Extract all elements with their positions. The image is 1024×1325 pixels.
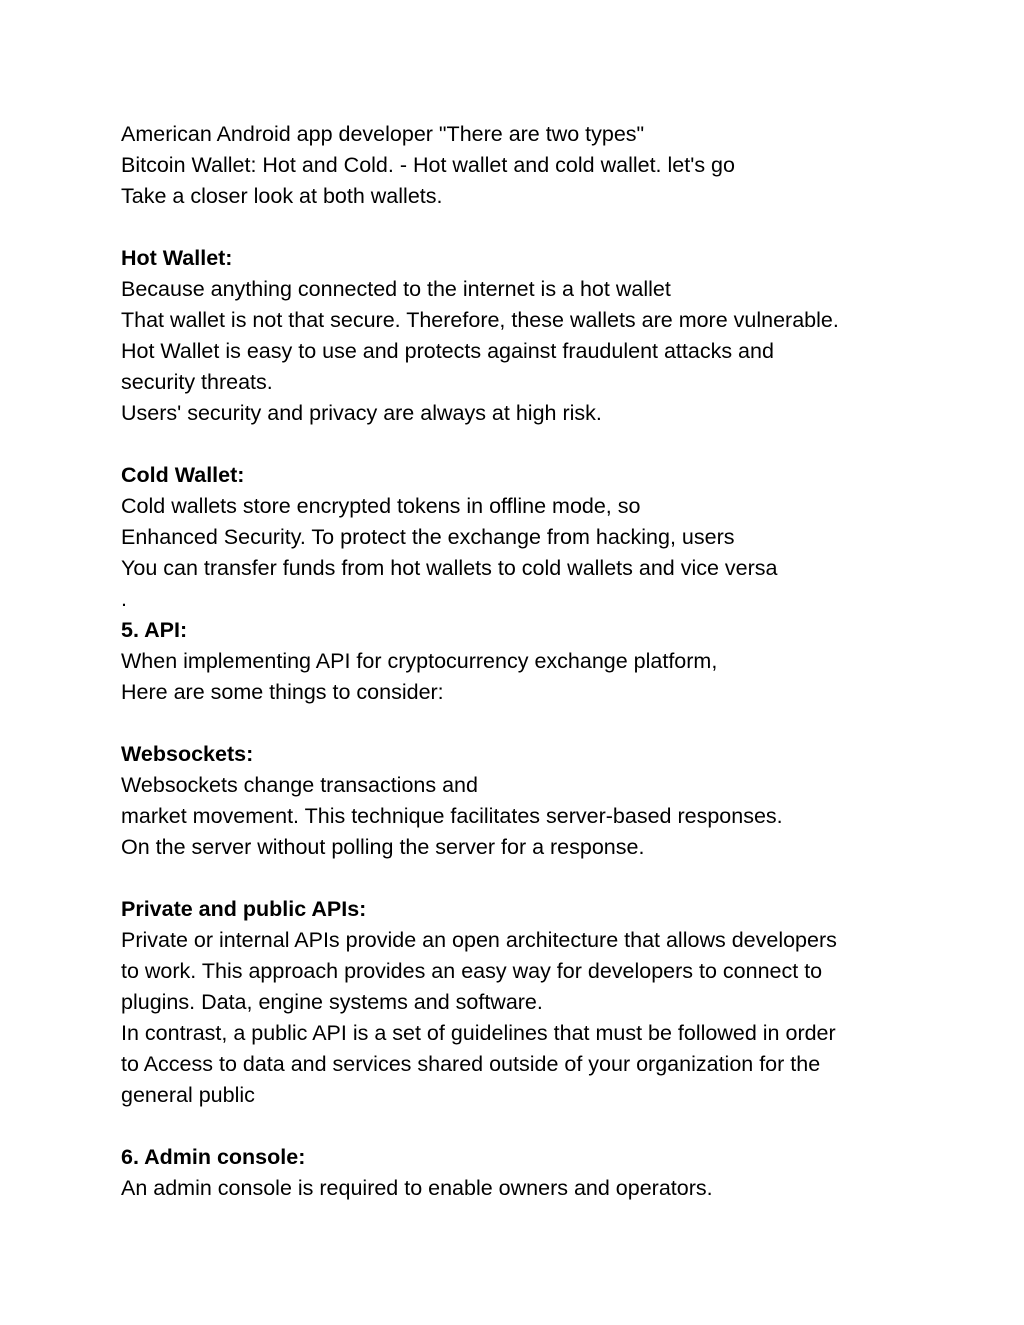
websockets-heading: Websockets: xyxy=(121,742,254,766)
intro-line: American Android app developer "There are two types" xyxy=(121,122,645,146)
paragraph-gap xyxy=(121,863,921,894)
private-public-apis-line: In contrast, a public API is a set of guidelines that must be followed in order xyxy=(121,1021,836,1045)
admin-console-line: An admin console is required to enable owners and operators. xyxy=(121,1176,713,1200)
hot-wallet-line: Hot Wallet is easy to use and protects against fraudulent attacks and xyxy=(121,339,774,363)
websockets-line: On the server without polling the server for a response. xyxy=(121,835,645,859)
admin-console-heading: 6. Admin console: xyxy=(121,1145,306,1169)
private-public-apis-line: plugins. Data, engine systems and software. xyxy=(121,990,543,1014)
private-public-apis-line: to Access to data and services shared outside of your organization for the xyxy=(121,1052,821,1076)
hot-wallet-section xyxy=(121,243,921,429)
intro-section xyxy=(121,119,921,212)
cold-wallet-line: Cold wallets store encrypted tokens in offline mode, so xyxy=(121,494,641,518)
hot-wallet-heading: Hot Wallet: xyxy=(121,246,233,270)
hot-wallet-line: Users' security and privacy are always at high risk. xyxy=(121,401,602,425)
cold-wallet-heading: Cold Wallet: xyxy=(121,463,245,487)
private-public-apis-line: Private or internal APIs provide an open architecture that allows developers xyxy=(121,928,837,952)
paragraph-gap xyxy=(121,212,921,243)
api-line: Here are some things to consider: xyxy=(121,680,444,704)
api-line: When implementing API for cryptocurrency exchange platform, xyxy=(121,649,718,673)
paragraph-gap xyxy=(121,708,921,739)
cold-wallet-section xyxy=(121,460,921,615)
paragraph-gap xyxy=(121,1111,921,1142)
document-page xyxy=(121,119,921,1204)
hot-wallet-line: That wallet is not that secure. Therefore, these wallets are more vulnerable. xyxy=(121,308,839,332)
admin-console-section xyxy=(121,1142,921,1204)
api-heading: 5. API: xyxy=(121,618,188,642)
paragraph-gap xyxy=(121,429,921,460)
api-section xyxy=(121,615,921,708)
intro-line: Bitcoin Wallet: Hot and Cold. - Hot wallet and cold wallet. let's go xyxy=(121,153,735,177)
cold-wallet-line: Enhanced Security. To protect the exchange from hacking, users xyxy=(121,525,735,549)
intro-line: Take a closer look at both wallets. xyxy=(121,184,443,208)
cold-wallet-line: You can transfer funds from hot wallets to cold wallets and vice versa xyxy=(121,556,778,580)
private-public-apis-heading: Private and public APIs: xyxy=(121,897,367,921)
hot-wallet-line: security threats. xyxy=(121,370,273,394)
websockets-line: Websockets change transactions and xyxy=(121,773,478,797)
websockets-section xyxy=(121,739,921,863)
websockets-line: market movement. This technique facilitates server-based responses. xyxy=(121,804,783,828)
hot-wallet-line: Because anything connected to the internet is a hot wallet xyxy=(121,277,671,301)
private-public-apis-section xyxy=(121,894,921,1111)
private-public-apis-line: general public xyxy=(121,1083,255,1107)
private-public-apis-line: to work. This approach provides an easy way for developers to connect to xyxy=(121,959,823,983)
cold-wallet-line: . xyxy=(121,587,127,611)
